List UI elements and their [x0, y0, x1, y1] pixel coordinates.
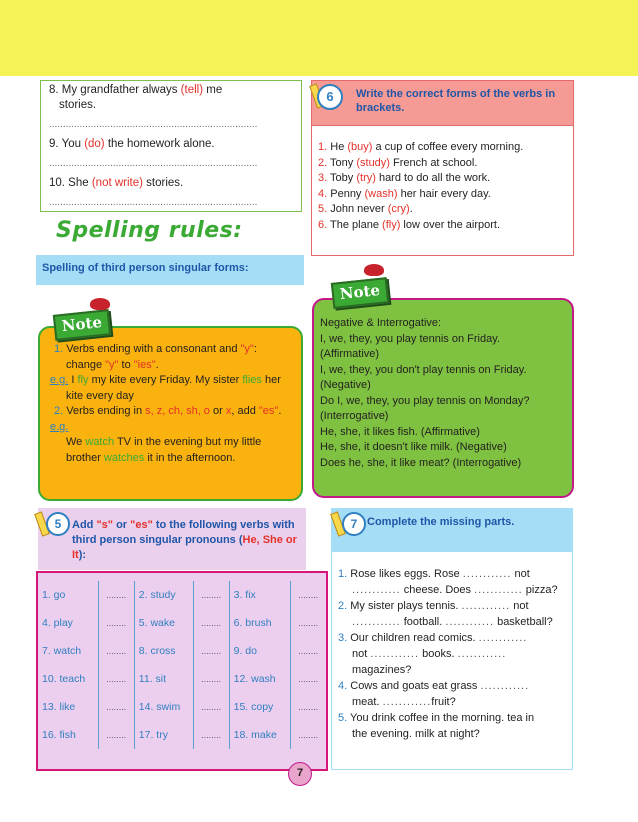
answer-line[interactable]: ...........................................................................	[49, 158, 258, 169]
table-row	[38, 721, 326, 749]
spelling-rules-title: Spelling rules:	[56, 218, 243, 243]
verb-cell: 11. sit	[134, 665, 193, 693]
exercise-5-header: Add "s" or "es" to the following verbs with third person singular pronouns (He, She or It):	[38, 508, 306, 570]
answer-blank[interactable]: ........	[193, 665, 229, 693]
verb-cell: 1. go	[38, 581, 98, 609]
answer-blank[interactable]: ........	[298, 730, 319, 740]
note-badge: Note	[331, 277, 389, 309]
answer-blank[interactable]: ........	[98, 609, 134, 637]
verb-cell: 16. fish	[38, 721, 98, 749]
list-item: 3. Toby (try) hard to do all the work.	[318, 172, 491, 185]
item-10: 10. She (not write) stories.	[49, 177, 184, 189]
answer-blank[interactable]: ........	[98, 665, 134, 693]
verb-cell: 8. cross	[134, 637, 193, 665]
verb-cell: 14. swim	[134, 693, 193, 721]
answer-blank[interactable]: ........	[193, 609, 229, 637]
exercise-7-body: 1. Rose likes eggs. Rose ............ not ............ cheese. Does ............ pizza? 2. My sister plays tennis. ............ not ............ football. ............ basketball? 3. Our children read comics. ............ not ............ books. ............ magazines? 4. Cows and goats eat grass ............ meat. ............fruit? 5. You drink coffee in the morning. tea in the evening. milk at night?	[331, 552, 573, 770]
top-banner	[0, 0, 638, 76]
verb-table	[38, 573, 326, 581]
table-row	[38, 581, 326, 609]
answer-line[interactable]: ...........................................................................	[49, 119, 258, 130]
list-item: 4. Penny (wash) her hair every day.	[318, 187, 491, 200]
exercise-7-number: 7	[342, 512, 366, 536]
verb-cell: 4. play	[38, 609, 98, 637]
answer-blank[interactable]: ........	[298, 618, 319, 628]
exercise-6-header: Write the correct forms of the verbs in brackets.	[311, 80, 574, 126]
answer-line[interactable]: ...........................................................................	[49, 197, 258, 208]
table-row	[38, 693, 326, 721]
list-item: 5. John never (cry).	[318, 203, 413, 216]
bird-icon	[90, 298, 110, 310]
verb-cell: 12. wash	[229, 665, 290, 693]
answer-blank[interactable]: ........	[98, 581, 134, 609]
item-8: 8. My grandfather always (tell) me	[49, 84, 223, 96]
verb-cell: 15. copy	[229, 693, 290, 721]
verb-cell: 10. teach	[38, 665, 98, 693]
note-badge: Note	[53, 309, 111, 341]
green-note-box: Negative & Interrogative: I, we, they, you play tennis on Friday. (Affirmative) I, we, they, you don't play tennis on Friday. (Negative) Do I, we, they, you play tennis on Monday? (Interrogative) He, she, it likes fish. (Affirmative) He, she, it doesn't like milk. (Negative) Does he, she, it like meat? (Interrogative)	[312, 298, 574, 498]
exercise-6-body	[311, 126, 574, 256]
verb-cell: 9. do	[229, 637, 290, 665]
verb-cell: 7. watch	[38, 637, 98, 665]
answer-blank[interactable]: ........	[298, 590, 319, 600]
answer-blank[interactable]: ........	[193, 693, 229, 721]
verb-cell: 18. make	[229, 721, 290, 749]
answer-blank[interactable]: ........	[298, 646, 319, 656]
item-9: 9. You (do) the homework alone.	[49, 138, 215, 150]
verb-table-body	[38, 581, 326, 749]
subheading: Spelling of third person singular forms:	[36, 255, 304, 285]
answer-blank[interactable]: ........	[193, 581, 229, 609]
verb-cell: 13. like	[38, 693, 98, 721]
answer-blank[interactable]: ........	[98, 637, 134, 665]
list-item: 2. Tony (study) French at school.	[318, 156, 478, 169]
bird-icon	[364, 264, 384, 276]
verb-cell: 17. try	[134, 721, 193, 749]
answer-blank[interactable]: ........	[298, 702, 319, 712]
verb-cell: 6. brush	[229, 609, 290, 637]
item-8-cont: stories.	[59, 99, 97, 111]
table-row	[38, 665, 326, 693]
orange-note-box: 1. Verbs ending with a consonant and "y": change "y" to "ies". e.g. I fly my kite every Friday. My sister flies her kite every day 2. Verbs ending in s, z, ch, sh, o or x, add "es". e.g. We watch TV in the evening but my little brother watches it in the afternoon.	[38, 326, 303, 501]
exercise-6-number: 6	[317, 84, 343, 110]
answer-blank[interactable]: ........	[98, 721, 134, 749]
list-item: 6. The plane (fly) low over the airport.	[318, 218, 501, 231]
verb-cell: 2. study	[134, 581, 193, 609]
previous-exercise-box	[40, 80, 302, 212]
verb-cell: 5. wake	[134, 609, 193, 637]
list-item: 1. He (buy) a cup of coffee every morning.	[318, 141, 524, 153]
verb-cell: 3. fix	[229, 581, 290, 609]
answer-blank[interactable]: ........	[98, 693, 134, 721]
exercise-5-number: 5	[46, 512, 70, 536]
exercise-7-header: Complete the missing parts.	[331, 508, 573, 552]
exercise-5-grid	[36, 571, 328, 771]
answer-blank[interactable]: ........	[193, 721, 229, 749]
table-row	[38, 637, 326, 665]
answer-blank[interactable]: ........	[193, 637, 229, 665]
page-number: 7	[288, 762, 312, 786]
answer-blank[interactable]: ........	[298, 674, 319, 684]
table-row	[38, 609, 326, 637]
